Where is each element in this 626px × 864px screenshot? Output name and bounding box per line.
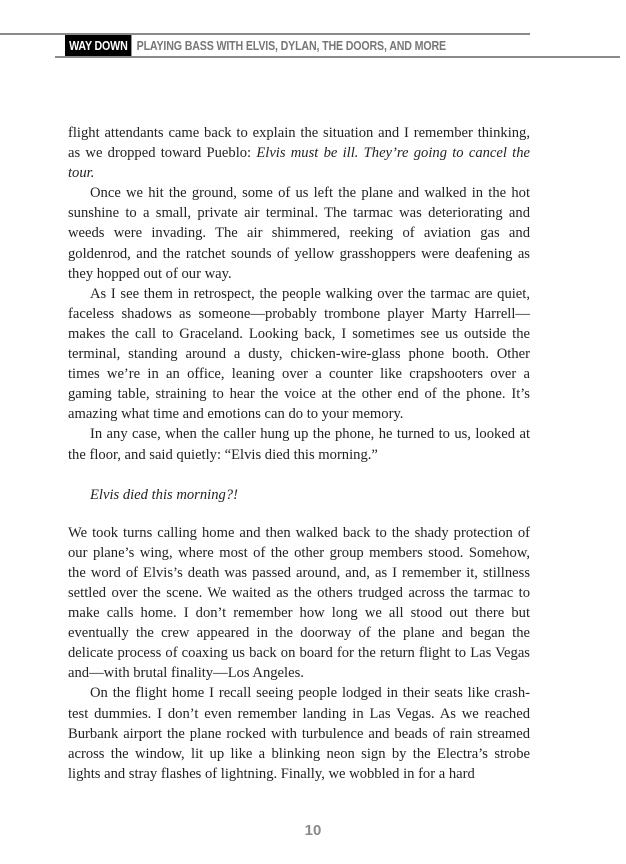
header-rule-bottom [55, 56, 620, 58]
page-number: 10 [304, 822, 322, 839]
paragraph-2: Once we hit the ground, some of us left the plane and walked in the hot sunshine to a small, private air terminal. The tarmac was deteriorating and weeds were invading. The air shimmered, reeking of aviation gas and goldenrod, and the ratchet sounds of yellow grasshoppers were deafening as they hopped out of our way. [68, 185, 530, 282]
paragraph-1 [68, 123, 530, 183]
body-text [68, 123, 530, 784]
paragraph-1-italic: Elvis must be ill. They’re going to cancel the tour. [68, 145, 530, 182]
running-head [65, 35, 446, 56]
paragraph-5-italic: Elvis died this morning?! [90, 486, 238, 503]
paragraph-3: As I see them in retrospect, the people walking over the tarmac are quiet, faceless shadows as someone—probably trombone player Marty Harrell—makes the call to Graceland. Looking back, I sometimes see us outside the terminal, standing around a dusty, chicken-wire-glass phone booth. Other times we’re in an office, leaning over a counter like crapshooters over a gaming table, straining to hear the voice at the other end of the phone. It’s amazing what time and emotions can do to your memory. [68, 285, 530, 423]
book-title-badge: WAY DOWN [65, 35, 132, 56]
spacer [68, 465, 530, 485]
paragraph-1-roman: flight attendants came back to explain the situation and I remember thinking, as we dropped toward Pueblo: [68, 125, 530, 162]
book-subtitle: PLAYING BASS WITH ELVIS, DYLAN, THE DOORS, AND MORE [136, 38, 446, 53]
paragraph-6: We took turns calling home and then walked back to the shady protection of our plane’s wing, where most of the other group members stood. Somehow, the word of Elvis’s death was passed around, and, as I remember it, stillness settled over the scene. We waited as the others trudged across the tarmac to make calls home. I don’t remember how long we all stood out there but eventually the crew appeared in the doorway of the plane and began the delicate process of coaxing us back on board for the return flight to Las Vegas and—with brutal finality—Los Angeles. [68, 524, 530, 682]
spacer [68, 505, 530, 523]
paragraph-4: In any case, when the caller hung up the phone, he turned to us, looked at the floor, and said quietly: “Elvis died this morning.” [68, 426, 530, 463]
paragraph-7: On the flight home I recall seeing people lodged in their seats like crash-test dummies. I don’t even remember landing in Las Vegas. As we reached Burbank airport the plane rocked with turbulence and beads of rain streamed across the window, lit up like a blinking neon sign by the Electra’s strobe lights and stray flashes of lightning. Finally, we wobbled in for a hard [68, 685, 530, 782]
